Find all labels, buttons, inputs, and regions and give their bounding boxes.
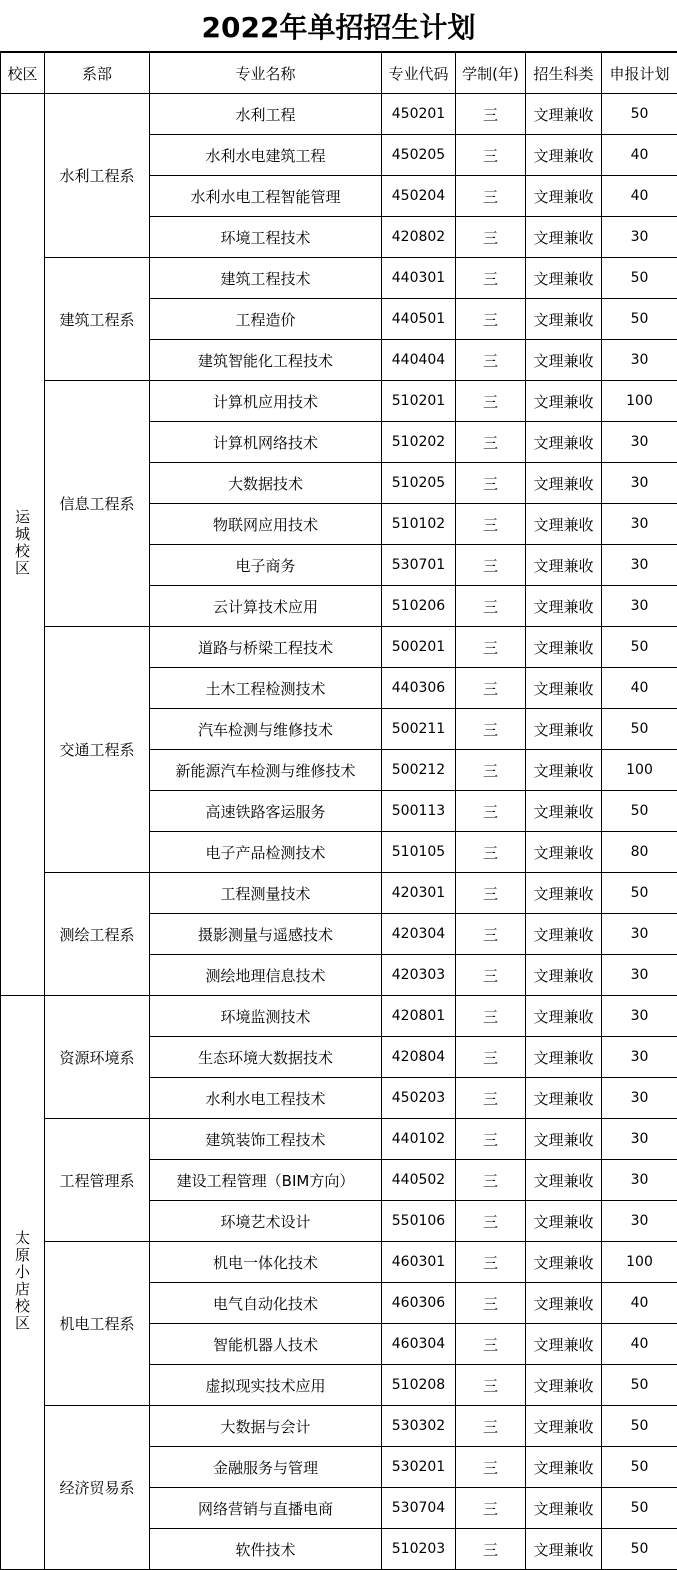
subject-cell: 文理兼收 — [526, 791, 602, 832]
subject-cell: 文理兼收 — [526, 1406, 602, 1447]
quota-cell: 50 — [602, 873, 677, 914]
table-row — [1, 258, 677, 299]
major-cell: 工程测量技术 — [150, 873, 382, 914]
code-cell: 450204 — [382, 176, 456, 217]
code-cell: 420304 — [382, 914, 456, 955]
code-cell: 460306 — [382, 1283, 456, 1324]
years-cell: 三 — [456, 135, 526, 176]
major-cell: 生态环境大数据技术 — [150, 1037, 382, 1078]
quota-cell: 30 — [602, 1037, 677, 1078]
code-cell: 450201 — [382, 94, 456, 135]
table-row — [1, 873, 677, 914]
subject-cell: 文理兼收 — [526, 1242, 602, 1283]
code-cell: 420802 — [382, 217, 456, 258]
years-cell: 三 — [456, 1201, 526, 1242]
table-body — [1, 94, 677, 1570]
major-cell: 水利水电工程智能管理 — [150, 176, 382, 217]
table-row — [1, 1119, 677, 1160]
years-cell: 三 — [456, 1037, 526, 1078]
quota-cell: 30 — [602, 217, 677, 258]
subject-cell: 文理兼收 — [526, 1447, 602, 1488]
header-dept: 系部 — [45, 53, 150, 94]
subject-cell: 文理兼收 — [526, 955, 602, 996]
code-cell: 510201 — [382, 381, 456, 422]
major-cell: 电气自动化技术 — [150, 1283, 382, 1324]
major-cell: 机电一体化技术 — [150, 1242, 382, 1283]
subject-cell: 文理兼收 — [526, 1324, 602, 1365]
table-row — [1, 1406, 677, 1447]
major-cell: 新能源汽车检测与维修技术 — [150, 750, 382, 791]
subject-cell: 文理兼收 — [526, 750, 602, 791]
subject-cell: 文理兼收 — [526, 1119, 602, 1160]
table-row — [1, 1242, 677, 1283]
code-cell: 530201 — [382, 1447, 456, 1488]
quota-cell: 30 — [602, 586, 677, 627]
years-cell: 三 — [456, 340, 526, 381]
dept-cell: 水利工程系 — [45, 94, 150, 258]
major-cell: 网络营销与直播电商 — [150, 1488, 382, 1529]
major-cell: 土木工程检测技术 — [150, 668, 382, 709]
subject-cell: 文理兼收 — [526, 340, 602, 381]
code-cell: 510105 — [382, 832, 456, 873]
years-cell: 三 — [456, 1283, 526, 1324]
major-cell: 测绘地理信息技术 — [150, 955, 382, 996]
dept-cell: 建筑工程系 — [45, 258, 150, 381]
quota-cell: 50 — [602, 258, 677, 299]
years-cell: 三 — [456, 545, 526, 586]
major-cell: 水利水电工程技术 — [150, 1078, 382, 1119]
years-cell: 三 — [456, 463, 526, 504]
major-cell: 计算机应用技术 — [150, 381, 382, 422]
subject-cell: 文理兼收 — [526, 94, 602, 135]
campus-name: 太原小店校区 — [13, 1229, 31, 1332]
quota-cell: 30 — [602, 463, 677, 504]
subject-cell: 文理兼收 — [526, 627, 602, 668]
code-cell: 510203 — [382, 1529, 456, 1570]
subject-cell: 文理兼收 — [526, 258, 602, 299]
quota-cell: 50 — [602, 1447, 677, 1488]
major-cell: 汽车检测与维修技术 — [150, 709, 382, 750]
years-cell: 三 — [456, 504, 526, 545]
quota-cell: 40 — [602, 176, 677, 217]
quota-cell: 40 — [602, 1283, 677, 1324]
major-cell: 电子产品检测技术 — [150, 832, 382, 873]
header-quota: 申报计划 — [602, 53, 677, 94]
code-cell: 440102 — [382, 1119, 456, 1160]
quota-cell: 30 — [602, 996, 677, 1037]
major-cell: 大数据技术 — [150, 463, 382, 504]
dept-cell: 工程管理系 — [45, 1119, 150, 1242]
years-cell: 三 — [456, 1365, 526, 1406]
code-cell: 500201 — [382, 627, 456, 668]
quota-cell: 30 — [602, 422, 677, 463]
years-cell: 三 — [456, 94, 526, 135]
major-cell: 工程造价 — [150, 299, 382, 340]
code-cell: 550106 — [382, 1201, 456, 1242]
subject-cell: 文理兼收 — [526, 1365, 602, 1406]
subject-cell: 文理兼收 — [526, 1037, 602, 1078]
quota-cell: 100 — [602, 1242, 677, 1283]
years-cell: 三 — [456, 668, 526, 709]
code-cell: 510205 — [382, 463, 456, 504]
years-cell: 三 — [456, 586, 526, 627]
quota-cell: 50 — [602, 1529, 677, 1570]
dept-cell: 信息工程系 — [45, 381, 150, 627]
code-cell: 510102 — [382, 504, 456, 545]
subject-cell: 文理兼收 — [526, 668, 602, 709]
major-cell: 电子商务 — [150, 545, 382, 586]
quota-cell: 30 — [602, 1078, 677, 1119]
code-cell: 530704 — [382, 1488, 456, 1529]
table-row — [1, 627, 677, 668]
years-cell: 三 — [456, 996, 526, 1037]
quota-cell: 50 — [602, 709, 677, 750]
major-cell: 软件技术 — [150, 1529, 382, 1570]
code-cell: 530701 — [382, 545, 456, 586]
major-cell: 环境艺术设计 — [150, 1201, 382, 1242]
code-cell: 450203 — [382, 1078, 456, 1119]
major-cell: 金融服务与管理 — [150, 1447, 382, 1488]
years-cell: 三 — [456, 873, 526, 914]
subject-cell: 文理兼收 — [526, 586, 602, 627]
years-cell: 三 — [456, 1242, 526, 1283]
quota-cell: 30 — [602, 1201, 677, 1242]
quota-cell: 40 — [602, 1324, 677, 1365]
dept-cell: 经济贸易系 — [45, 1406, 150, 1570]
quota-cell: 50 — [602, 1488, 677, 1529]
major-cell: 云计算技术应用 — [150, 586, 382, 627]
years-cell: 三 — [456, 176, 526, 217]
subject-cell: 文理兼收 — [526, 996, 602, 1037]
code-cell: 440301 — [382, 258, 456, 299]
major-cell: 建设工程管理（BIM方向） — [150, 1160, 382, 1201]
quota-cell: 100 — [602, 750, 677, 791]
major-cell: 水利水电建筑工程 — [150, 135, 382, 176]
code-cell: 530302 — [382, 1406, 456, 1447]
code-cell: 420301 — [382, 873, 456, 914]
quota-cell: 50 — [602, 299, 677, 340]
table-row — [1, 996, 677, 1037]
major-cell: 虚拟现实技术应用 — [150, 1365, 382, 1406]
subject-cell: 文理兼收 — [526, 135, 602, 176]
subject-cell: 文理兼收 — [526, 463, 602, 504]
code-cell: 420801 — [382, 996, 456, 1037]
subject-cell: 文理兼收 — [526, 1078, 602, 1119]
dept-cell: 交通工程系 — [45, 627, 150, 873]
quota-cell: 30 — [602, 545, 677, 586]
header-years: 学制(年) — [456, 53, 526, 94]
years-cell: 三 — [456, 627, 526, 668]
years-cell: 三 — [456, 1078, 526, 1119]
years-cell: 三 — [456, 1529, 526, 1570]
subject-cell: 文理兼收 — [526, 176, 602, 217]
code-cell: 420303 — [382, 955, 456, 996]
code-cell: 440502 — [382, 1160, 456, 1201]
years-cell: 三 — [456, 299, 526, 340]
page-title: 2022年单招招生计划 — [0, 0, 677, 52]
subject-cell: 文理兼收 — [526, 545, 602, 586]
table-header-row — [1, 53, 677, 94]
quota-cell: 40 — [602, 135, 677, 176]
campus-name: 运城校区 — [13, 508, 31, 577]
years-cell: 三 — [456, 1488, 526, 1529]
table-row — [1, 94, 677, 135]
code-cell: 500211 — [382, 709, 456, 750]
years-cell: 三 — [456, 1406, 526, 1447]
years-cell: 三 — [456, 1447, 526, 1488]
major-cell: 计算机网络技术 — [150, 422, 382, 463]
years-cell: 三 — [456, 422, 526, 463]
code-cell: 500113 — [382, 791, 456, 832]
code-cell: 420804 — [382, 1037, 456, 1078]
subject-cell: 文理兼收 — [526, 1201, 602, 1242]
campus-cell — [1, 996, 45, 1570]
code-cell: 460301 — [382, 1242, 456, 1283]
dept-cell: 资源环境系 — [45, 996, 150, 1119]
header-campus: 校区 — [1, 53, 45, 94]
code-cell: 440501 — [382, 299, 456, 340]
dept-cell: 机电工程系 — [45, 1242, 150, 1406]
subject-cell: 文理兼收 — [526, 299, 602, 340]
quota-cell: 30 — [602, 1160, 677, 1201]
major-cell: 建筑装饰工程技术 — [150, 1119, 382, 1160]
major-cell: 物联网应用技术 — [150, 504, 382, 545]
major-cell: 环境监测技术 — [150, 996, 382, 1037]
subject-cell: 文理兼收 — [526, 504, 602, 545]
subject-cell: 文理兼收 — [526, 709, 602, 750]
years-cell: 三 — [456, 1160, 526, 1201]
code-cell: 510202 — [382, 422, 456, 463]
major-cell: 建筑工程技术 — [150, 258, 382, 299]
quota-cell: 50 — [602, 1406, 677, 1447]
major-cell: 摄影测量与遥感技术 — [150, 914, 382, 955]
years-cell: 三 — [456, 381, 526, 422]
quota-cell: 50 — [602, 627, 677, 668]
years-cell: 三 — [456, 832, 526, 873]
code-cell: 510208 — [382, 1365, 456, 1406]
quota-cell: 100 — [602, 381, 677, 422]
subject-cell: 文理兼收 — [526, 1529, 602, 1570]
major-cell: 道路与桥梁工程技术 — [150, 627, 382, 668]
quota-cell: 30 — [602, 955, 677, 996]
years-cell: 三 — [456, 1324, 526, 1365]
campus-cell — [1, 94, 45, 996]
quota-cell: 30 — [602, 340, 677, 381]
quota-cell: 50 — [602, 791, 677, 832]
quota-cell: 30 — [602, 504, 677, 545]
code-cell: 440306 — [382, 668, 456, 709]
major-cell: 水利工程 — [150, 94, 382, 135]
years-cell: 三 — [456, 914, 526, 955]
subject-cell: 文理兼收 — [526, 832, 602, 873]
quota-cell: 30 — [602, 1119, 677, 1160]
header-major: 专业名称 — [150, 53, 382, 94]
quota-cell: 50 — [602, 94, 677, 135]
table-row — [1, 381, 677, 422]
years-cell: 三 — [456, 709, 526, 750]
years-cell: 三 — [456, 955, 526, 996]
subject-cell: 文理兼收 — [526, 1283, 602, 1324]
code-cell: 510206 — [382, 586, 456, 627]
major-cell: 高速铁路客运服务 — [150, 791, 382, 832]
quota-cell: 50 — [602, 1365, 677, 1406]
header-code: 专业代码 — [382, 53, 456, 94]
major-cell: 环境工程技术 — [150, 217, 382, 258]
major-cell: 智能机器人技术 — [150, 1324, 382, 1365]
code-cell: 440404 — [382, 340, 456, 381]
quota-cell: 40 — [602, 668, 677, 709]
major-cell: 大数据与会计 — [150, 1406, 382, 1447]
quota-cell: 80 — [602, 832, 677, 873]
subject-cell: 文理兼收 — [526, 217, 602, 258]
subject-cell: 文理兼收 — [526, 873, 602, 914]
subject-cell: 文理兼收 — [526, 1488, 602, 1529]
years-cell: 三 — [456, 750, 526, 791]
subject-cell: 文理兼收 — [526, 381, 602, 422]
subject-cell: 文理兼收 — [526, 914, 602, 955]
years-cell: 三 — [456, 217, 526, 258]
quota-cell: 30 — [602, 914, 677, 955]
dept-cell: 测绘工程系 — [45, 873, 150, 996]
code-cell: 500212 — [382, 750, 456, 791]
enrollment-table — [0, 52, 677, 1570]
years-cell: 三 — [456, 258, 526, 299]
code-cell: 450205 — [382, 135, 456, 176]
major-cell: 建筑智能化工程技术 — [150, 340, 382, 381]
subject-cell: 文理兼收 — [526, 1160, 602, 1201]
code-cell: 460304 — [382, 1324, 456, 1365]
years-cell: 三 — [456, 791, 526, 832]
header-subject: 招生科类 — [526, 53, 602, 94]
subject-cell: 文理兼收 — [526, 422, 602, 463]
years-cell: 三 — [456, 1119, 526, 1160]
